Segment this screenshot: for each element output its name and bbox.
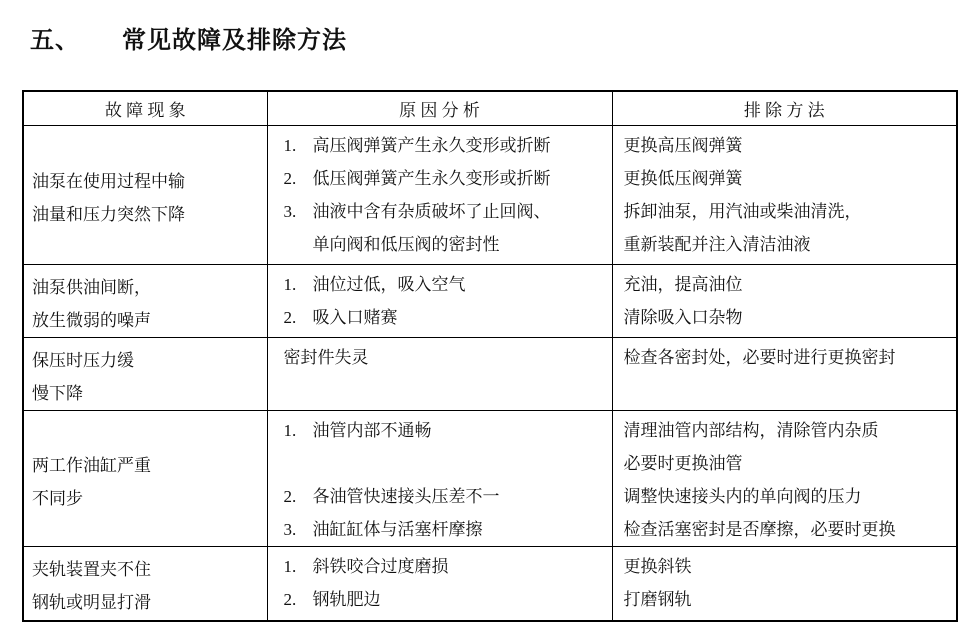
- cause-line: [268, 228, 612, 261]
- list-number: 2.: [283, 590, 297, 609]
- phenomenon-line: 保压时压力缓: [32, 351, 134, 370]
- cell-cause-analysis: [267, 265, 612, 338]
- cause-text: 密封件失灵: [283, 348, 369, 367]
- cause-line: [268, 301, 612, 334]
- table-row: [23, 338, 957, 411]
- cause-text: 斜铁咬合过度磨损: [312, 557, 449, 576]
- table-row: [23, 126, 957, 265]
- table-row: [23, 411, 957, 547]
- cause-line: [268, 129, 612, 162]
- list-number: 2.: [283, 487, 297, 506]
- remedy-line: 清除吸入口杂物: [623, 308, 743, 327]
- cause-line: [268, 550, 612, 583]
- fault-table: [22, 90, 958, 622]
- remedy-line: 拆卸油泵，用汽油或柴油清洗，: [623, 202, 862, 221]
- cell-fault-phenomenon: [23, 338, 267, 411]
- remedy-line: 检查活塞密封是否摩擦，必要时更换: [623, 520, 896, 539]
- remedy-line: 调整快速接头内的单向阀的压力: [623, 487, 862, 506]
- remedy-line: 必要时更换油管: [623, 454, 743, 473]
- column-header-remedy: 排 除 方 法: [612, 91, 957, 126]
- cell-cause-analysis: [267, 411, 612, 547]
- cell-fault-phenomenon: [23, 547, 267, 621]
- list-number: 2.: [283, 169, 297, 188]
- remedy-line: 重新装配并注入清洁油液: [623, 235, 811, 254]
- list-number: 3.: [283, 202, 297, 221]
- list-number: 1.: [283, 275, 297, 294]
- cause-text: 油液中含有杂质破坏了止回阀、: [312, 202, 551, 221]
- cause-line: [268, 583, 612, 616]
- cell-remedy: [612, 265, 957, 338]
- cause-line: [268, 162, 612, 195]
- cell-fault-phenomenon: [23, 411, 267, 547]
- cause-line: [268, 447, 612, 480]
- cause-line: [268, 414, 612, 447]
- remedy-line: 更换低压阀弹簧: [623, 169, 743, 188]
- cause-line: [268, 268, 612, 301]
- column-header-phenomenon: 故 障 现 象: [23, 91, 267, 126]
- cell-remedy: [612, 338, 957, 411]
- remedy-line: 充油，提高油位: [623, 275, 743, 294]
- page-title: [30, 20, 347, 55]
- cause-line: [268, 513, 612, 546]
- cell-remedy: [612, 126, 957, 265]
- fault-table-body: [23, 126, 957, 621]
- phenomenon-line: 两工作油缸严重: [32, 455, 151, 475]
- phenomenon-line: 放生微弱的噪声: [32, 311, 151, 330]
- section-title-text: 常见故障及排除方法: [122, 28, 347, 54]
- cell-cause-analysis: [267, 126, 612, 265]
- cause-text: 钢轨肥边: [312, 590, 381, 609]
- cell-fault-phenomenon: [23, 126, 267, 265]
- cause-line: [268, 341, 612, 374]
- cause-line: [268, 195, 612, 228]
- phenomenon-line: 钢轨或明显打滑: [32, 593, 151, 613]
- phenomenon-line: 不同步: [32, 488, 83, 508]
- cause-text: 吸入口赌赛: [312, 308, 398, 327]
- cause-text: 各油管快速接头压差不一: [312, 487, 500, 506]
- list-number: 1.: [283, 557, 297, 576]
- cause-text: 油缸缸体与活塞杆摩擦: [312, 520, 483, 539]
- list-number: 3.: [283, 520, 297, 539]
- cell-cause-analysis: [267, 338, 612, 411]
- cause-text: 低压阀弹簧产生永久变形或折断: [312, 169, 551, 188]
- remedy-line: 更换高压阀弹簧: [623, 136, 743, 155]
- cell-remedy: [612, 547, 957, 621]
- phenomenon-line: 油量和压力突然下降: [32, 205, 185, 224]
- cell-cause-analysis: [267, 547, 612, 621]
- column-header-cause: 原 因 分 析: [267, 91, 612, 126]
- remedy-line: 更换斜铁: [623, 557, 692, 576]
- remedy-line: 检查各密封处，必要时进行更换密封: [623, 348, 896, 367]
- list-number: 2.: [283, 308, 297, 327]
- table-row: [23, 265, 957, 338]
- cause-text: 高压阀弹簧产生永久变形或折断: [312, 136, 551, 155]
- remedy-line: 打磨钢轨: [623, 590, 692, 609]
- phenomenon-line: 油泵在使用过程中输: [32, 172, 185, 191]
- remedy-line: 清理油管内部结构，清除管内杂质: [623, 421, 879, 440]
- cell-fault-phenomenon: [23, 265, 267, 338]
- cause-line: [268, 480, 612, 513]
- phenomenon-line: 夹轨装置夹不住: [32, 560, 151, 580]
- table-row: [23, 547, 957, 621]
- cause-text: 油管内部不通畅: [312, 421, 432, 440]
- list-number: 1.: [283, 421, 297, 440]
- phenomenon-line: 慢下降: [32, 384, 83, 403]
- phenomenon-line: 油泵供油间断，: [32, 278, 151, 297]
- cell-remedy: [612, 411, 957, 547]
- section-number: 五、: [30, 28, 80, 54]
- list-number: [284, 228, 313, 261]
- table-header-row: [23, 91, 957, 126]
- cause-text: 油位过低，吸入空气: [312, 275, 466, 294]
- list-number: 1.: [283, 136, 297, 155]
- cause-text: 单向阀和低压阀的密封性: [312, 235, 500, 254]
